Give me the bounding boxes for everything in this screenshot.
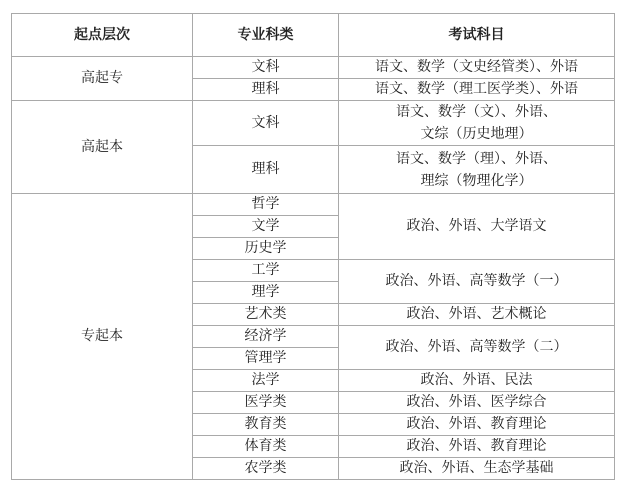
major-cell: 哲学 — [193, 194, 339, 216]
major-cell: 法学 — [193, 370, 339, 392]
table-row — [12, 101, 615, 146]
major-cell: 理科 — [193, 146, 339, 194]
subjects-cell: 政治、外语、民法 — [339, 370, 615, 392]
subjects-cell: 政治、外语、高等数学（一） — [339, 260, 615, 304]
table-row — [12, 57, 615, 79]
major-cell: 历史学 — [193, 238, 339, 260]
exam-subjects-table — [11, 13, 615, 480]
level-gaoqiben: 高起本 — [12, 101, 193, 194]
subjects-cell: 语文、数学（文史经管类）、外语 — [339, 57, 615, 79]
subjects-line: 文综（历史地理） — [420, 126, 533, 142]
subjects-line: 理综（物理化学） — [420, 172, 533, 189]
major-cell: 文科 — [193, 57, 339, 79]
subjects-cell — [339, 146, 615, 194]
subjects-cell: 政治、外语、艺术概论 — [339, 304, 615, 326]
header-major: 专业科类 — [193, 14, 339, 57]
major-cell: 教育类 — [193, 414, 339, 436]
major-cell: 农学类 — [193, 458, 339, 480]
subjects-cell: 政治、外语、医学综合 — [339, 392, 615, 414]
major-cell: 工学 — [193, 260, 339, 282]
subjects-cell: 政治、外语、高等数学（二） — [339, 326, 615, 370]
level-gaoqizhuan: 高起专 — [12, 57, 193, 101]
header-level: 起点层次 — [12, 14, 193, 57]
subjects-cell: 政治、外语、生态学基础 — [339, 458, 615, 480]
major-cell: 文科 — [193, 101, 339, 146]
header-subjects: 考试科目 — [339, 14, 615, 57]
major-cell: 理学 — [193, 282, 339, 304]
subjects-cell: 政治、外语、教育理论 — [339, 436, 615, 458]
major-cell: 管理学 — [193, 348, 339, 370]
subjects-line: 语文、数学（文）、外语、 — [396, 104, 557, 120]
level-zhuanqiben: 专起本 — [12, 194, 193, 480]
subjects-cell: 政治、外语、大学语文 — [339, 194, 615, 260]
major-cell: 文学 — [193, 216, 339, 238]
subjects-line: 语文、数学（理）、外语、 — [396, 150, 557, 167]
major-cell: 艺术类 — [193, 304, 339, 326]
subjects-cell: 语文、数学（理工医学类）、外语 — [339, 79, 615, 101]
major-cell: 体育类 — [193, 436, 339, 458]
major-cell: 经济学 — [193, 326, 339, 348]
subjects-cell — [339, 101, 615, 146]
subjects-cell: 政治、外语、教育理论 — [339, 414, 615, 436]
major-cell: 医学类 — [193, 392, 339, 414]
table-row — [12, 194, 615, 216]
major-cell: 理科 — [193, 79, 339, 101]
header-row — [12, 14, 615, 57]
